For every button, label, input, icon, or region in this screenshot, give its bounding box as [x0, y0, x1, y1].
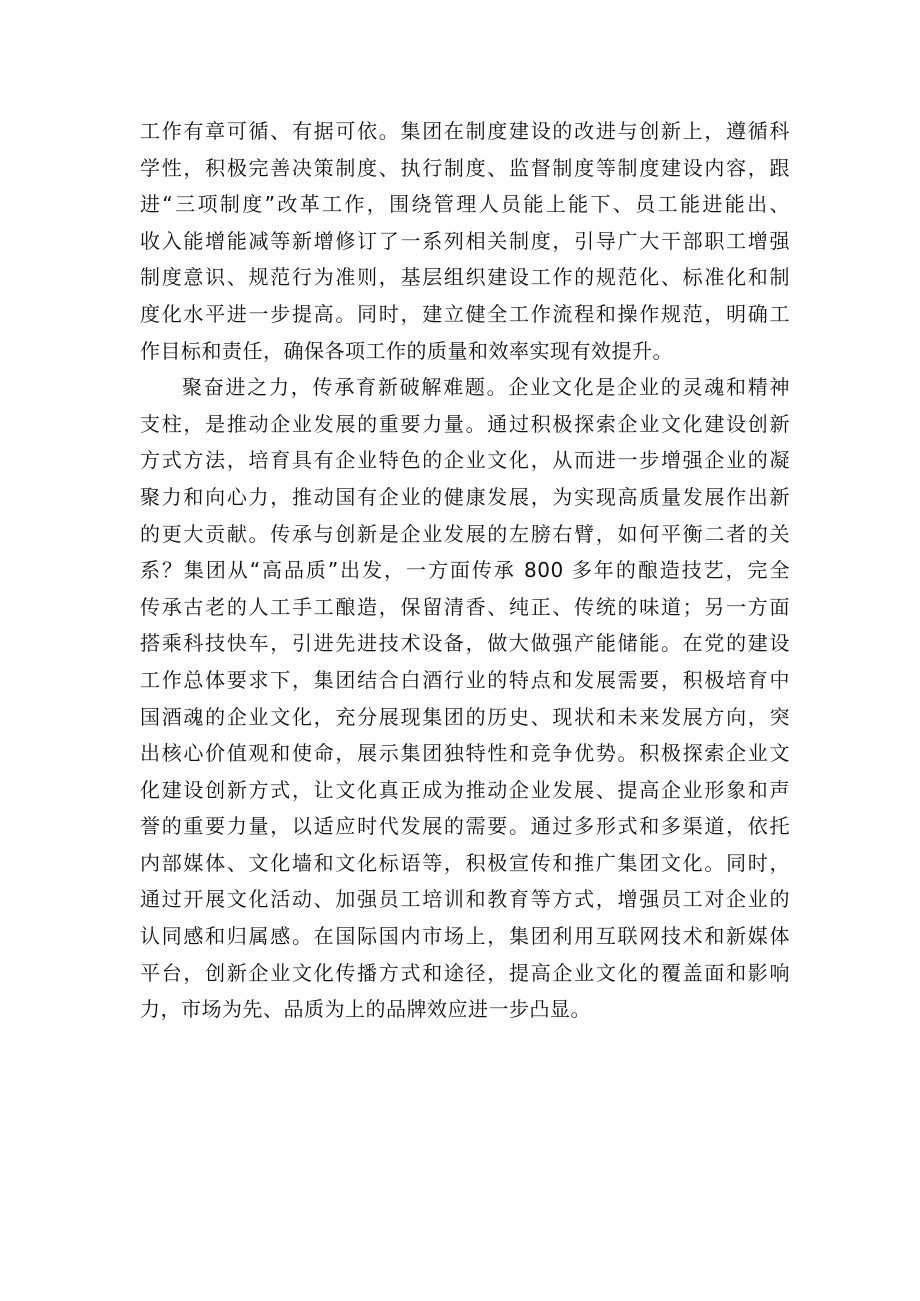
text-line: 聚力和向心力，推动国有企业的健康发展，为实现高质量发展作出新: [140, 484, 790, 509]
text-line: 方式方法，培育具有企业特色的企业文化，从而进一步增强企业的凝: [140, 448, 790, 473]
text-line: 平台，创新企业文化传播方式和途径，提高企业文化的覆盖面和影响: [140, 960, 790, 985]
text-line: 化建设创新方式，让文化真正成为推动企业发展、提高企业形象和声: [140, 777, 790, 802]
text-line: 聚奋进之力，传承育新破解难题。企业文化是企业的灵魂和精神: [182, 375, 790, 400]
text-line: 出核心价值观和使命，展示集团独特性和竞争优势。积极探索企业文: [140, 741, 790, 766]
text-line: 作目标和责任，确保各项工作的质量和效率实现有效提升。: [140, 338, 673, 363]
document-body: [140, 113, 790, 1028]
text-line: 传承古老的人工手工酿造，保留清香、纯正、传统的味道；另一方面: [140, 594, 790, 619]
text-line: 誉的重要力量，以适应时代发展的需要。通过多形式和多渠道，依托: [140, 814, 790, 839]
text-line: 国酒魂的企业文化，充分展现集团的历史、现状和未来发展方向，突: [140, 704, 790, 729]
text-line: 学性，积极完善决策制度、执行制度、监督制度等制度建设内容，跟: [140, 155, 790, 180]
paragraph-1: [140, 113, 790, 369]
text-line: 搭乘科技快车，引进先进技术设备，做大做强产能储能。在党的建设: [140, 631, 790, 656]
text-line: 收入能增能减等新增修订了一系列相关制度，引导广大干部职工增强: [140, 228, 790, 253]
text-line: 支柱，是推动企业发展的重要力量。通过积极探索企业文化建设创新: [140, 411, 790, 436]
text-line: 内部媒体、文化墙和文化标语等，积极宣传和推广集团文化。同时，: [140, 850, 790, 875]
text-line: 制度意识、规范行为准则，基层组织建设工作的规范化、标准化和制: [140, 265, 790, 290]
text-line: 工作总体要求下，集团结合白酒行业的特点和发展需要，积极培育中: [140, 667, 790, 692]
text-line: 的更大贡献。传承与创新是企业发展的左膀右臂，如何平衡二者的关: [140, 521, 790, 546]
text-line: 工作有章可循、有据可依。集团在制度建设的改进与创新上，遵循科: [140, 119, 790, 143]
text-line: 系？集团从“高品质”出发，一方面传承 800 多年的酿造技艺，完全: [140, 558, 790, 583]
paragraph-2: [140, 369, 790, 1028]
text-line: 认同感和归属感。在国际国内市场上，集团利用互联网技术和新媒体: [140, 924, 790, 949]
text-line: 进“三项制度”改革工作，围绕管理人员能上能下、员工能进能出、: [140, 192, 790, 217]
text-line: 通过开展文化活动、加强员工培训和教育等方式，增强员工对企业的: [140, 887, 790, 912]
text-line: 力，市场为先、品质为上的品牌效应进一步凸显。: [140, 997, 591, 1022]
text-line: 度化水平进一步提高。同时，建立健全工作流程和操作规范，明确工: [140, 301, 790, 326]
